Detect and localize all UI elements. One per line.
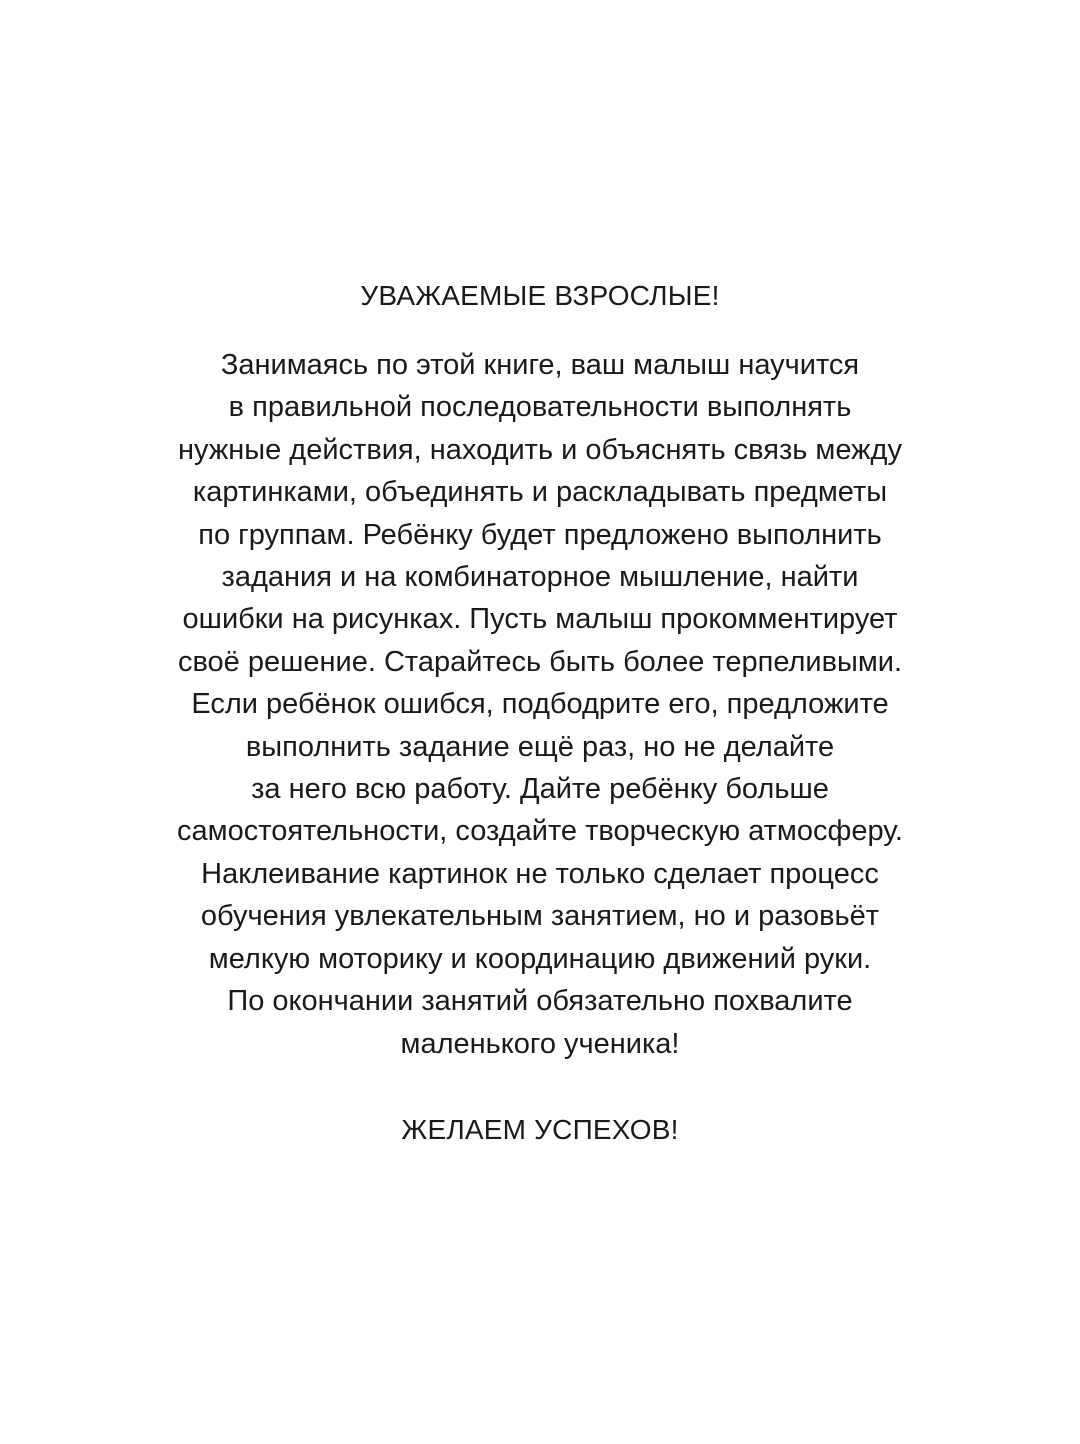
body-line: Наклеивание картинок не только сделает процесс <box>201 857 879 890</box>
body-line: нужные действия, находить и объяснять связь между <box>178 433 902 466</box>
body-line: Занимаясь по этой книге, ваш малыш научится <box>220 349 860 381</box>
body-line: самостоятельности, создайте творческую атмосферу. <box>177 815 903 848</box>
body-line: По окончании занятий обязательно похвалите <box>227 985 853 1018</box>
body-line: в правильной последовательности выполнять <box>228 391 852 424</box>
body-line: картинками, объединять и раскладывать предметы <box>192 476 888 509</box>
body-line: по группам. Ребёнку будет предложено выполнить <box>198 518 882 551</box>
body-line: своё решение. Старайтесь быть более терпеливыми. <box>177 645 903 678</box>
body-line: за него всю работу. Дайте ребёнку больше <box>251 773 829 806</box>
body-line: обучения увлекательным занятием, но и разовьёт <box>200 900 880 933</box>
body-line: Если ребёнок ошибся, подбодрите его, предложите <box>191 688 889 721</box>
closing-heading: ЖЕЛАЕМ УСПЕХОВ! <box>401 1114 679 1145</box>
body-line: задания и на комбинаторное мышление, найти <box>221 561 859 594</box>
body-line: маленького ученика! <box>400 1027 680 1060</box>
body-line: ошибки на рисунках. Пусть малыш прокомментирует <box>182 603 898 636</box>
body-paragraph <box>0 344 1080 1065</box>
page-heading: УВАЖАЕМЫЕ ВЗРОСЛЫЕ! <box>360 280 720 311</box>
body-line: выполнить задание ещё раз, но не делайте <box>245 730 835 763</box>
body-line: мелкую моторику и координацию движений руки. <box>208 942 872 975</box>
